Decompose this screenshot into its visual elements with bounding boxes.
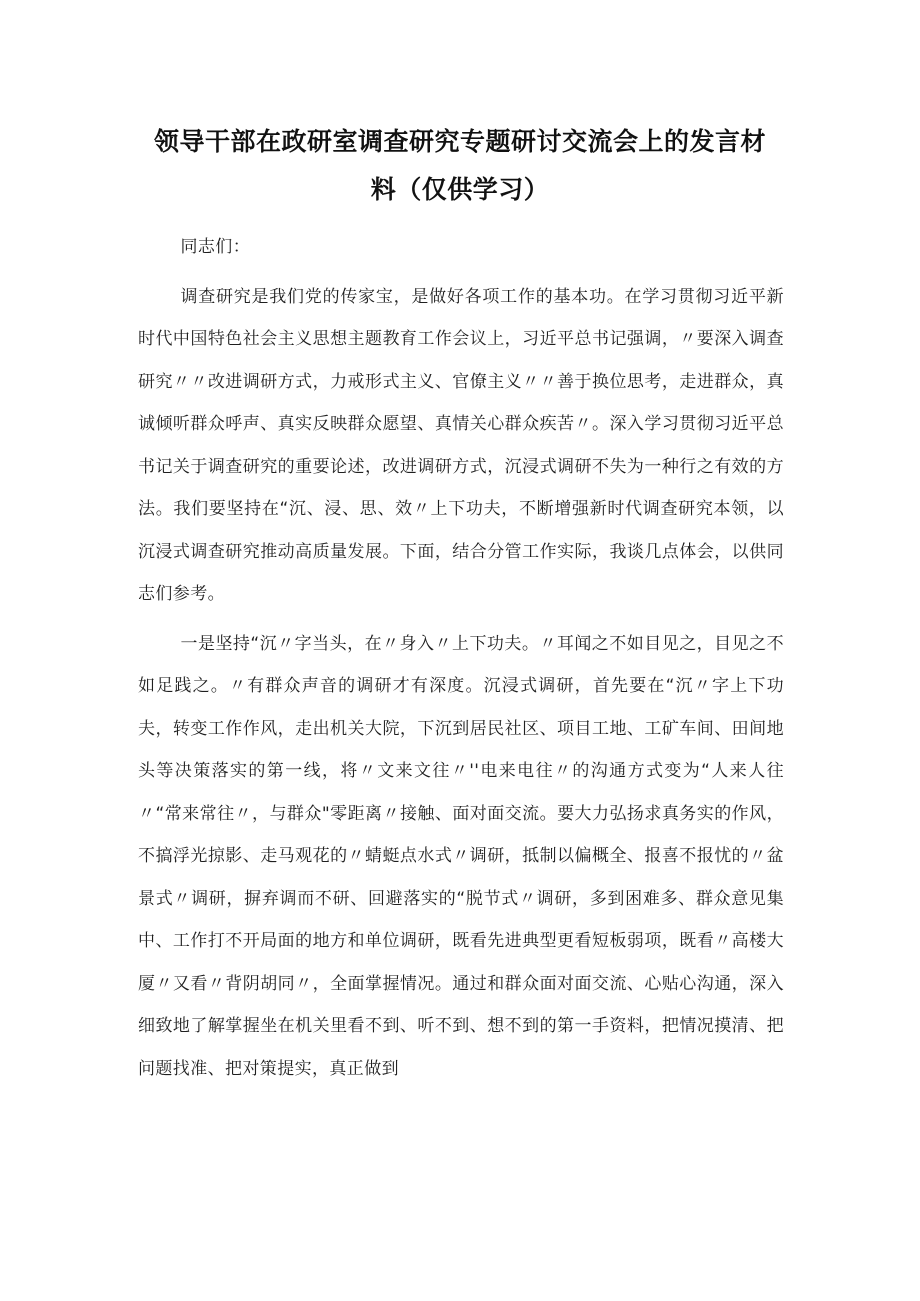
- document-title: 领导干部在政研室调查研究专题研讨交流会上的发言材料（仅供学习）: [153, 127, 766, 204]
- document-body: [138, 226, 784, 1090]
- paragraph-intro: 调查研究是我们党的传家宝，是做好各项工作的基本功。在学习贯彻习近平新时代中国特色社会主义思想主题教育工作会议上，习近平总书记强调，〃要深入调查研究〃〃改进调研方式，力戒形式主义、官僚主义〃〃善于换位思考，走进群众，真诚倾听群众呼声、真实反映群众愿望、真情关心群众疾苦〃。深入学习贯彻习近平总书记关于调查研究的重要论述，改进调研方式，沉浸式调研不失为一种行之有效的方法。我们要坚持在“沉、浸、思、效〃上下功夫，不断增强新时代调查研究本领，以沉浸式调查研究推动高质量发展。下面，结合分管工作实际，我谈几点体会，以供同志们参考。: [138, 286, 784, 604]
- salutation: 同志们：: [180, 237, 251, 257]
- paragraph-point-one: 一是坚持“沉〃字当头，在〃身入〃上下功夫。〃耳闻之不如目见之，目见之不如足践之。〃有群众声音的调研才有深度。沉浸式调研，首先要在“沉〃字上下功夫，转变工作作风，走出机关大院，下沉到居民社区、项目工地、工矿车间、田间地头等决策落实的第一线，将〃文来文往〃''电来电往〃的沟通方式变为“人来人往〃“常来常往〃，与群众"零距离〃接触、面对面交流。要大力弘扬求真务实的作风，不搞浮光掠影、走马观花的〃蜻蜓点水式〃调研，抵制以偏概全、报喜不报忧的〃盆景式〃调研，摒弃调而不研、回避落实的“脱节式〃调研，多到困难多、群众意见集中、工作打不开局面的地方和单位调研，既看先进典型更看短板弱项，既看〃高楼大厦〃又看〃背阴胡同〃，全面掌握情况。通过和群众面对面交流、心贴心沟通，深入细致地了解掌握坐在机关里看不到、听不到、想不到的第一手资料，把情况摸清、把问题找准、把对策提实，真正做到: [138, 633, 784, 1079]
